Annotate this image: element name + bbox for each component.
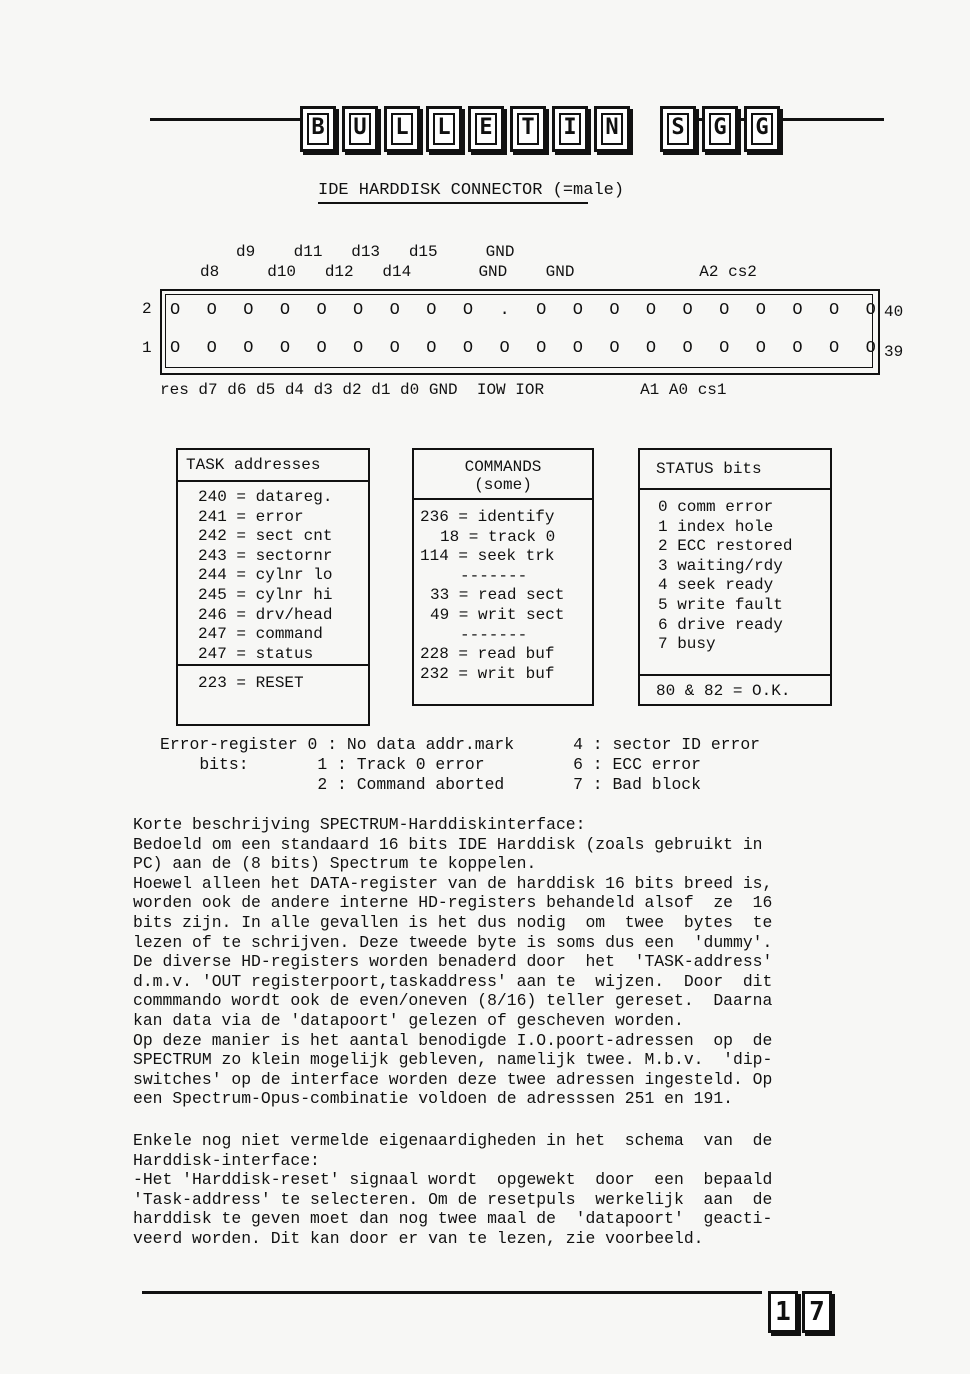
- bottom-pin-labels: res d7 d6 d5 d4 d3 d2 d1 d0 GND IOW IOR A1 A0 cs1: [160, 381, 727, 399]
- table-row: 240 = datareg.: [198, 488, 333, 506]
- connector-pin: O: [316, 301, 327, 320]
- table-row: 241 = error: [198, 507, 304, 526]
- table-body: [178, 482, 368, 664]
- text-line: Bedoeld om een standaard 16 bits IDE Harddisk (zoals gebruikt in: [133, 834, 763, 854]
- connector-pin: O: [645, 339, 657, 358]
- article-paragraph-2: [133, 1131, 899, 1249]
- connector-pin: O: [499, 339, 510, 358]
- connector-pin: O: [353, 339, 364, 358]
- text-line: bits zijn. In alle gevallen is het dus nodig om twee bytes te: [133, 912, 773, 932]
- table-row: 228 = read buf: [420, 645, 555, 664]
- table-row: 245 = cylnr hi: [198, 585, 333, 604]
- pin-row-even: [170, 301, 876, 320]
- footer-rule: [142, 1291, 762, 1294]
- text-line: d.m.v. 'OUT registerpoort,taskaddress' aan te wijzen. Door dit: [133, 971, 773, 991]
- text-line: -Het 'Harddisk-reset' signaal wordt opgewekt door een bepaald: [133, 1170, 773, 1190]
- connector-pin: O: [792, 301, 803, 320]
- connector-pin: O: [645, 301, 657, 320]
- logo-letter: G: [702, 106, 738, 152]
- table-row: 114 = seek trk: [420, 547, 555, 566]
- table-header: STATUS bits: [640, 450, 830, 490]
- error-register-line-3: 2 : Command aborted 7 : Bad block: [160, 775, 701, 794]
- connector-pin: O: [792, 339, 803, 358]
- table-row: 33 = read sect: [430, 586, 565, 605]
- logo-letter: I: [552, 106, 588, 152]
- table-row: 2 ECC restored: [658, 537, 793, 556]
- connector-pin: O: [206, 301, 217, 320]
- logo-letter: E: [468, 106, 504, 152]
- logo-letter: U: [342, 106, 378, 152]
- connector-pin: O: [719, 301, 730, 320]
- table-body: [414, 500, 592, 684]
- top-pin-labels-1: d9 d11 d13 d15 GND: [236, 243, 515, 261]
- text-line: De diverse HD-registers worden benaderd door het 'TASK-address': [133, 952, 773, 972]
- text-line: Op deze manier is het aantal benodigde I.O.poort-adressen op de: [133, 1030, 773, 1050]
- connector-pin: O: [828, 301, 840, 320]
- table-row: 247 = status: [198, 644, 314, 663]
- connector-pin: O: [462, 301, 474, 320]
- table-row: 1 index hole: [658, 517, 774, 536]
- error-register-line-1: Error-register 0 : No data addr.mark 4 : sector ID error: [160, 735, 760, 754]
- task-addresses-table: [176, 448, 370, 726]
- connector-pin: O: [609, 339, 620, 358]
- connector-pin: O: [719, 339, 730, 358]
- table-body: [640, 490, 830, 674]
- text-line: switches' op de interface worden deze twee adressen ingesteld. Op: [133, 1069, 773, 1089]
- pin-2-label: 2: [142, 300, 152, 318]
- connector-pin: O: [279, 339, 291, 358]
- text-line: worden ook de andere interne HD-registers behandeld alsof ze 16: [133, 893, 773, 913]
- logo-letter: L: [426, 106, 462, 152]
- text-line: lezen of te schrijven. Deze tweede byte is soms dus een 'dummy'.: [133, 932, 773, 952]
- logo-letter: T: [510, 106, 546, 152]
- table-row: 0 comm error: [658, 498, 774, 516]
- text-line: veerd worden. Dit kan door er van te lezen, zie voorbeeld.: [133, 1228, 704, 1248]
- text-line: Hoewel alleen het DATA-register van de harddisk 16 bits breed is,: [133, 873, 773, 893]
- table-row: 243 = sectornr: [198, 546, 333, 565]
- table-row: 5 write fault: [658, 595, 783, 614]
- table-row: 18 = track 0: [440, 527, 556, 546]
- pin-39-label: 39: [884, 343, 904, 361]
- table-row: 247 = command: [198, 625, 323, 644]
- table-separator: -------: [460, 625, 528, 644]
- connector-pin: O: [682, 339, 693, 358]
- text-line: SPECTRUM zo klein mogelijk gebleven, namelijk twee. M.b.v. 'dip-: [133, 1050, 773, 1070]
- table-header: COMMANDS (some): [414, 450, 592, 500]
- connector-pin: O: [462, 339, 474, 358]
- text-line: een Spectrum-Opus-combinatie voldoen de adresssen 251 en 191.: [133, 1089, 733, 1109]
- connector-pin: O: [279, 301, 291, 320]
- table-header: TASK addresses: [178, 450, 368, 482]
- connector-pin: O: [536, 301, 547, 320]
- connector-pin: .: [499, 301, 510, 320]
- connector-pin: O: [865, 301, 876, 320]
- pin-40-label: 40: [884, 303, 904, 321]
- text-line: PC) aan de (8 bits) Spectrum te koppelen.: [133, 854, 537, 874]
- article-paragraph-1: [133, 815, 899, 1109]
- logo-letter: N: [594, 106, 630, 152]
- page-digit: 7: [802, 1291, 832, 1333]
- pin-row-odd: [170, 339, 876, 358]
- bulletin-sgg-logo: [300, 106, 780, 152]
- text-line: Korte beschrijving SPECTRUM-Harddiskinterface:: [133, 815, 586, 834]
- table-row: 236 = identify: [420, 508, 555, 526]
- table-row: 7 busy: [658, 635, 716, 654]
- error-register-line-2: bits: 1 : Track 0 error 6 : ECC error: [160, 755, 701, 774]
- pin-1-label: 1: [142, 339, 152, 357]
- table-row: 232 = writ buf: [420, 664, 555, 683]
- connector-pin: O: [609, 301, 620, 320]
- connector-pin: O: [206, 339, 217, 358]
- connector-pin: O: [426, 301, 437, 320]
- table-separator: -------: [460, 566, 528, 585]
- table-row: 49 = writ sect: [430, 605, 565, 624]
- connector-pin: O: [755, 339, 766, 358]
- text-line: kan data via de 'datapoort' gelezen of gescheven worden.: [133, 1010, 684, 1030]
- text-line: harddisk te geven moet dan nog twee maal de 'datapoort' geacti-: [133, 1209, 773, 1229]
- connector-pin: O: [572, 339, 583, 358]
- text-line: 'Task-address' te selecteren. Om de resetpuls werkelijk aan de: [133, 1189, 773, 1209]
- connector-pin: O: [353, 301, 364, 320]
- connector-pin: O: [682, 301, 693, 320]
- top-pin-labels-2: d8 d10 d12 d14 GND GND A2 cs2: [200, 263, 757, 281]
- connector-pin: O: [170, 339, 181, 358]
- text-line: Harddisk-interface:: [133, 1150, 320, 1170]
- connector-pin: O: [316, 339, 327, 358]
- connector-pin: O: [426, 339, 437, 358]
- connector-pin: O: [170, 301, 181, 320]
- connector-pin: O: [755, 301, 766, 320]
- connector-pin: O: [572, 301, 583, 320]
- connector-pin: O: [389, 301, 400, 320]
- table-row: 246 = drv/head: [198, 605, 333, 624]
- title-underline: [318, 202, 588, 204]
- table-footer: 223 = RESET: [178, 664, 368, 694]
- page-digit: 1: [768, 1291, 798, 1333]
- text-line: commmando wordt ook de even/oneven (8/16) teller gereset. Daarna: [133, 991, 773, 1011]
- table-row: 3 waiting/rdy: [658, 556, 783, 575]
- header-rule-left: [150, 118, 300, 121]
- commands-table: [412, 448, 594, 706]
- diagram-title: IDE HARDDISK CONNECTOR (=male): [318, 181, 625, 200]
- connector-pin: O: [536, 339, 547, 358]
- table-row: 244 = cylnr lo: [198, 566, 333, 585]
- logo-letter: S: [660, 106, 696, 152]
- table-row: 242 = sect cnt: [198, 527, 333, 546]
- logo-letter: L: [384, 106, 420, 152]
- text-line: Enkele nog niet vermelde eigenaardigheden in het schema van de: [133, 1131, 773, 1150]
- connector-pin: O: [865, 339, 876, 358]
- connector-pin: O: [828, 339, 840, 358]
- connector-pin: O: [243, 339, 254, 358]
- status-bits-table: [638, 448, 832, 706]
- table-row: 6 drive ready: [658, 615, 783, 634]
- table-row: 4 seek ready: [658, 576, 774, 595]
- connector-pin: O: [243, 301, 254, 320]
- logo-letter: B: [300, 106, 336, 152]
- connector-pin: O: [389, 339, 400, 358]
- table-footer: 80 & 82 = O.K.: [640, 674, 830, 702]
- logo-letter: G: [744, 106, 780, 152]
- page-number: [768, 1291, 832, 1333]
